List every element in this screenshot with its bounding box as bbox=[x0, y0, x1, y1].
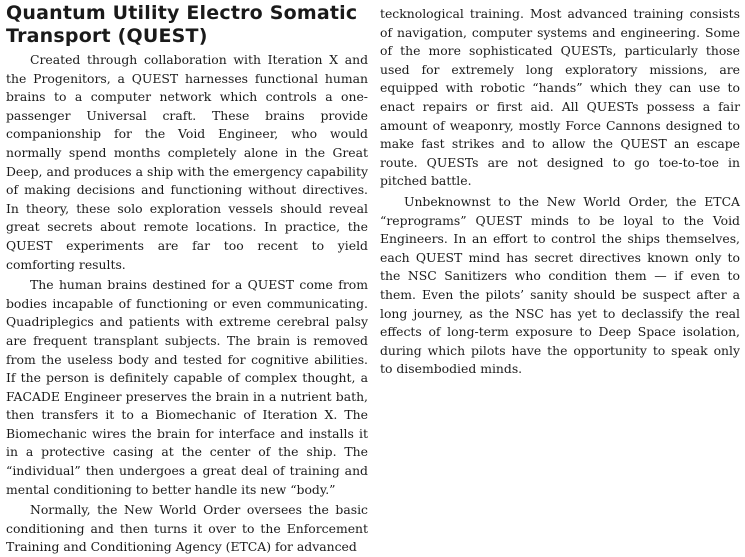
paragraph-conditioning: Normally, the New World Order oversees the basic conditioning and then turns it over to the Enforcement Training and Conditioning Agency (ETCA) for advanced bbox=[6, 502, 368, 555]
right-column bbox=[374, 0, 740, 513]
left-column bbox=[6, 0, 374, 555]
paragraph-intro: Created through collaboration with Iteration X and the Progenitors, a QUEST harnesses functional human brains to a computer network which controls a one-passenger Universal craft. These brains provide companionship for the Void Engineer, who would normally spend months completely alone in the Great Deep, and produces a ship with the emergency capability of making decisions and functioning without directives. In theory, these solo exploration vessels should reveal great secrets about remote locations. In practice, the QUEST experiments are far too recent to yield comforting results. bbox=[6, 52, 368, 272]
paragraph-reprogramming: Unbeknownst to the New World Order, the ETCA “reprograms” QUEST minds to be loyal to the Void Engineers. In an effort to control the ships themselves, each QUEST mind has secret directives known only to the NSC Sanitizers who condition them — if even to them. Even the pilots’ sanity should be suspect after a long journey, as the NSC has yet to declassify the real effects of long-term exposure to Deep Space isolation, during which pilots have the opportunity to speak only to disembodied minds. bbox=[380, 193, 740, 377]
article-title: Quantum Utility Electro Somatic Transport (QUEST) bbox=[6, 2, 358, 47]
paragraph-brains: The human brains destined for a QUEST come from bodies incapable of functioning or even communicating. Quadriplegics and patients with extreme cerebral palsy are frequent transplant subjects. The brain is removed from the useless body and tested for cognitive abilities. If the person is definitely capable of complex thought, a FACADE Engineer preserves the brain in a nutrient bath, then transfers it to a Biomechanic of Iteration X. The Biomechanic wires the brain for interface and installs it in a protective casing at the center of the ship. The “individual” then undergoes a great deal of training and mental conditioning to better handle its new “body.” bbox=[6, 277, 368, 497]
paragraph-training: tecknological training. Most advanced training consists of navigation, computer systems and engineering. Some of the more sophisticated QUESTs, particularly those used for extremely long exploratory missions, are equipped with robotic “hands” which they can use to enact repairs or first aid. All QUESTs possess a fair amount of weaponry, mostly Force Cannons designed to make fast strikes and to allow the QUEST an escape route. QUESTs are not designed to go toe-to-toe in pitched battle. bbox=[380, 6, 740, 189]
